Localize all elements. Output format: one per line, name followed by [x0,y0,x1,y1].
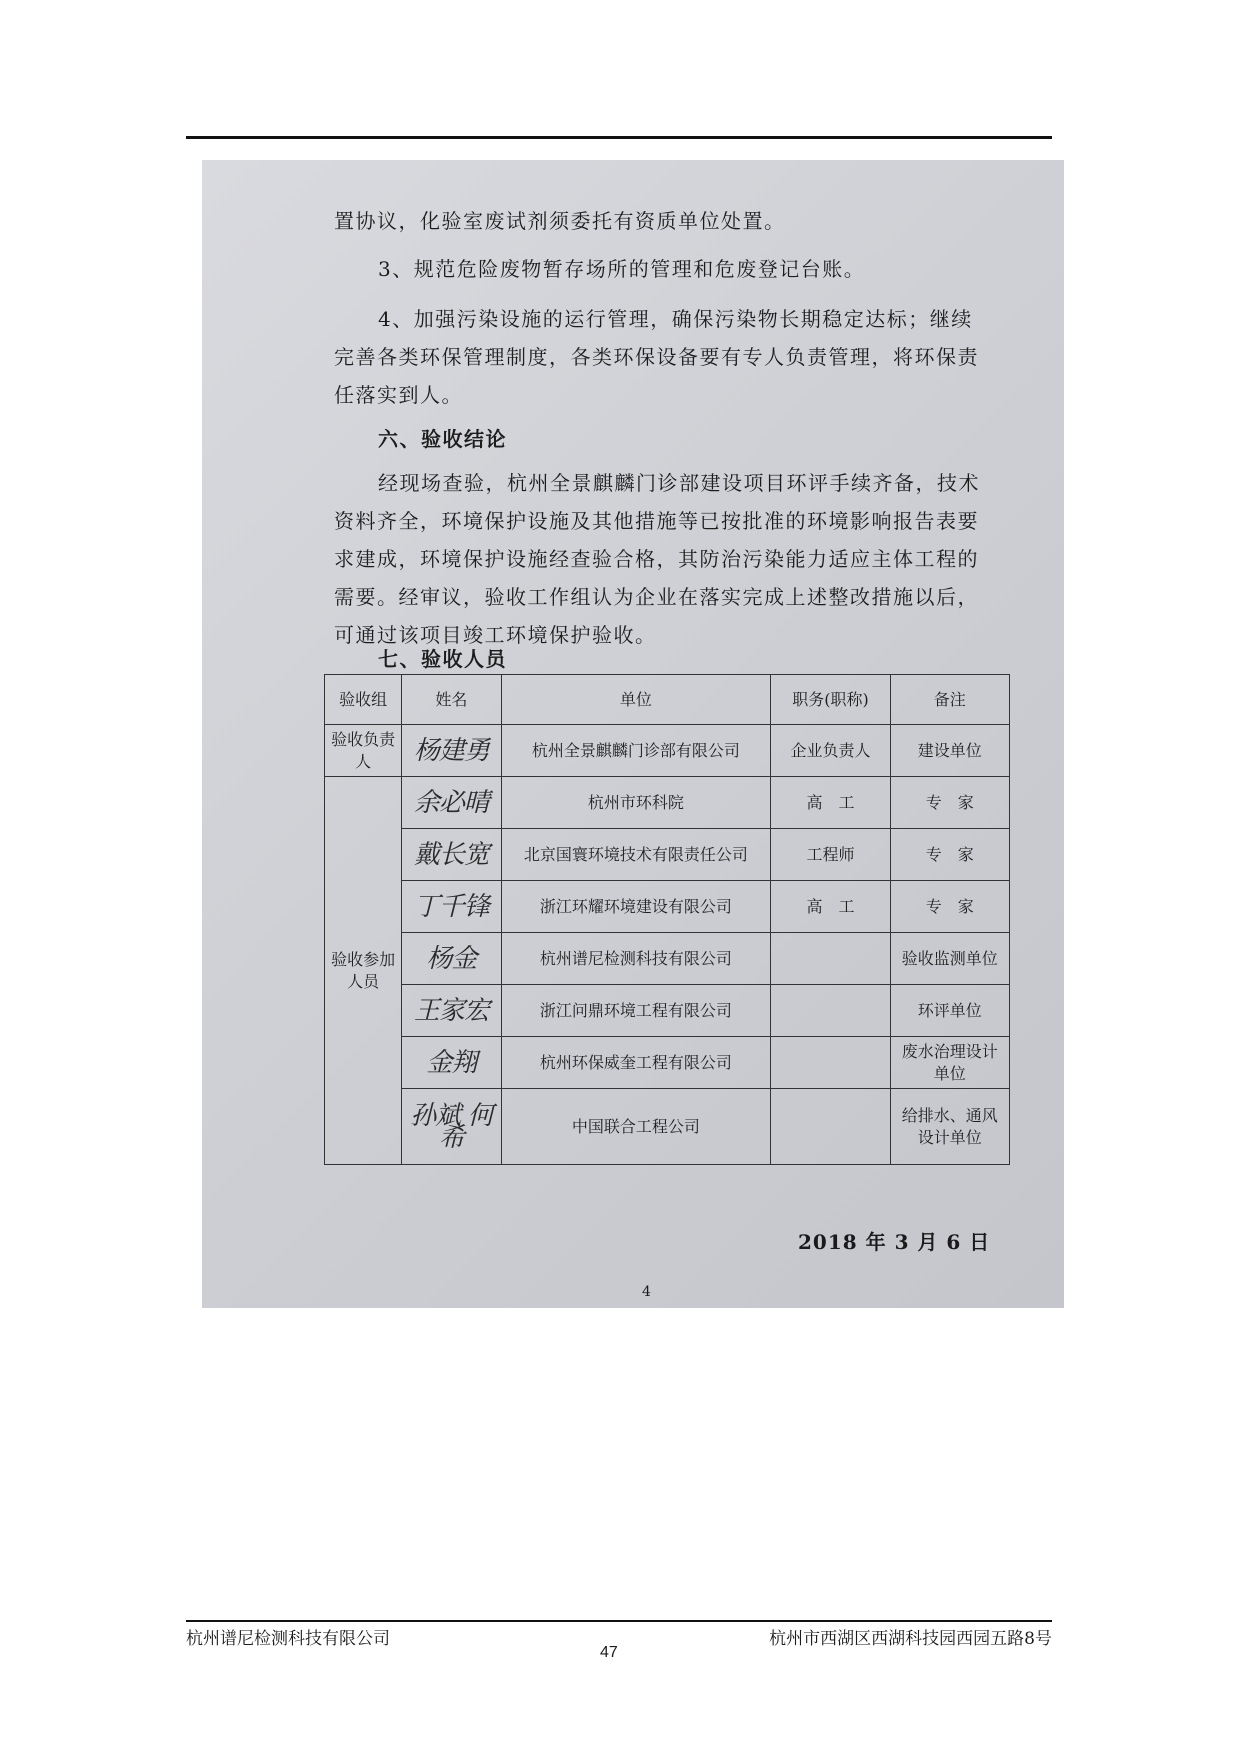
table-row [325,933,1010,985]
note-cell: 专 家 [890,881,1009,933]
unit-cell: 浙江环耀环境建设有限公司 [501,881,771,933]
paragraph-line: 资料齐全，环境保护设施及其他措施等已按批准的环境影响报告表要 [334,509,979,533]
section-heading: 七、验收人员 [378,647,507,671]
table-row [325,777,1010,829]
paragraph-line: 求建成，环境保护设施经查验合格，其防治污染能力适应主体工程的 [334,547,979,571]
group-label: 验收参加人员 [325,777,402,1165]
title-cell [771,985,890,1037]
group-label: 验收负责人 [325,725,402,777]
title-cell: 工程师 [771,829,890,881]
table-row [325,881,1010,933]
note-cell: 专 家 [890,829,1009,881]
title-cell [771,1089,890,1165]
unit-cell: 杭州环保威奎工程有限公司 [501,1037,771,1089]
paragraph-line: 完善各类环保管理制度，各类环保设备要有专人负责管理，将环保责 [334,345,979,369]
table-row [325,985,1010,1037]
paragraph-line: 经现场查验，杭州全景麒麟门诊部建设项目环评手续齐备，技术 [378,471,980,495]
note-cell: 废水治理设计单位 [890,1037,1009,1089]
note-cell: 给排水、通风设计单位 [890,1089,1009,1165]
signature: 王家宏 [402,985,501,1037]
section-heading: 六、验收结论 [378,427,507,451]
signature: 孙斌 何希 [402,1089,501,1165]
note-cell: 验收监测单位 [890,933,1009,985]
table-row [325,1089,1010,1165]
title-cell: 高 工 [771,881,890,933]
paragraph-line: 3、规范危险废物暂存场所的管理和危废登记台账。 [378,257,866,281]
title-cell [771,933,890,985]
table-row [325,1037,1010,1089]
title-cell [771,1037,890,1089]
col-header: 姓名 [402,675,501,725]
unit-cell: 浙江问鼎环境工程有限公司 [501,985,771,1037]
col-header: 单位 [501,675,771,725]
footer-company: 杭州谱尼检测科技有限公司 [186,1629,390,1649]
signature: 杨建勇 [402,725,501,777]
paragraph-line: 置协议，化验室废试剂须委托有资质单位处置。 [334,209,786,233]
inner-page-number: 4 [642,1284,651,1300]
paragraph-line: 任落实到人。 [334,383,463,407]
paragraph-line: 4、加强污染设施的运行管理，确保污染物长期稳定达标；继续 [378,307,973,331]
unit-cell: 杭州全景麒麟门诊部有限公司 [501,725,771,777]
unit-cell: 北京国寰环境技术有限责任公司 [501,829,771,881]
unit-cell: 杭州市环科院 [501,777,771,829]
note-cell: 环评单位 [890,985,1009,1037]
signature: 丁千锋 [402,881,501,933]
scanned-document-photo [202,160,1064,1308]
note-cell: 建设单位 [890,725,1009,777]
col-header: 验收组 [325,675,402,725]
signature: 杨金 [402,933,501,985]
paragraph-line: 需要。经审议，验收工作组认为企业在落实完成上述整改措施以后， [334,585,979,609]
table-row [325,725,1010,777]
title-cell: 高 工 [771,777,890,829]
table-header-row [325,675,1010,725]
signature: 金翔 [402,1037,501,1089]
col-header: 备注 [890,675,1009,725]
signature: 余必晴 [402,777,501,829]
paragraph-line: 可通过该项目竣工环境保护验收。 [334,623,657,647]
document-date: 2018 年 3 月 6 日 [798,1230,991,1254]
table-row [325,829,1010,881]
footer-address: 杭州市西湖区西湖科技园西园五路8号 [769,1629,1052,1649]
note-cell: 专 家 [890,777,1009,829]
acceptance-personnel-table [324,674,1010,1165]
header-rule [186,136,1052,139]
signature: 戴长宽 [402,829,501,881]
col-header: 职务(职称) [771,675,890,725]
footer-rule [186,1620,1052,1622]
unit-cell: 杭州谱尼检测科技有限公司 [501,933,771,985]
page-number: 47 [600,1644,618,1661]
title-cell: 企业负责人 [771,725,890,777]
unit-cell: 中国联合工程公司 [501,1089,771,1165]
